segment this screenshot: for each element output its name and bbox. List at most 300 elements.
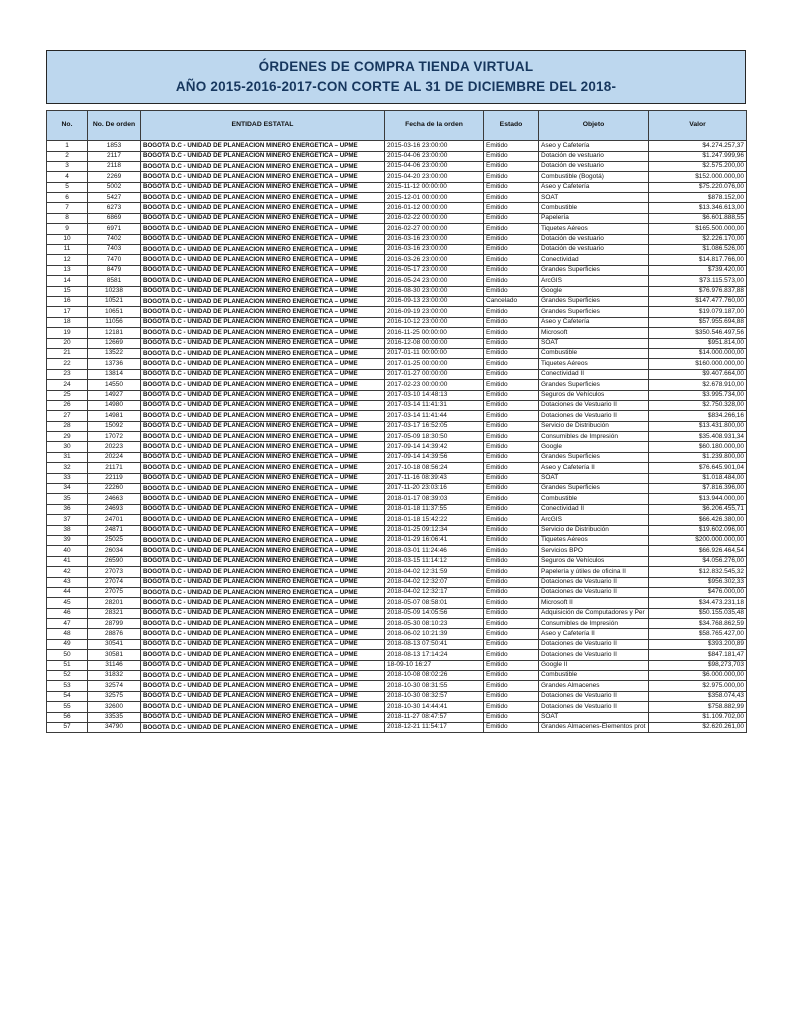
cell-objeto: Consumibles de Impresión [539, 619, 649, 629]
cell-entidad: BOGOTA D.C - UNIDAD DE PLANEACION MINERO ENERGETICA – UPME [141, 567, 385, 577]
cell-no: 31 [47, 452, 88, 462]
cell-objeto: Dotaciones de Vestuario II [539, 691, 649, 701]
cell-objeto: Aseo y Cafetería [539, 317, 649, 327]
table-row [47, 691, 747, 701]
cell-objeto: Aseo y Cafetería [539, 182, 649, 192]
cell-entidad: BOGOTA D.C - UNIDAD DE PLANEACION MINERO ENERGETICA – UPME [141, 598, 385, 608]
cell-estado: Emitido [484, 359, 539, 369]
cell-no: 24 [47, 380, 88, 390]
table-row [47, 390, 747, 400]
cell-estado: Emitido [484, 660, 539, 670]
cell-orden: 17072 [88, 432, 141, 442]
cell-no: 3 [47, 161, 88, 171]
cell-fecha: 2017-03-14 11:41:44 [385, 411, 484, 421]
cell-entidad: BOGOTA D.C - UNIDAD DE PLANEACION MINERO ENERGETICA – UPME [141, 660, 385, 670]
cell-entidad: BOGOTA D.C - UNIDAD DE PLANEACION MINERO ENERGETICA – UPME [141, 535, 385, 545]
cell-orden: 28321 [88, 608, 141, 618]
cell-no: 7 [47, 203, 88, 213]
cell-entidad: BOGOTA D.C - UNIDAD DE PLANEACION MINERO ENERGETICA – UPME [141, 432, 385, 442]
table-row [47, 411, 747, 421]
cell-estado: Emitido [484, 484, 539, 494]
cell-orden: 12181 [88, 328, 141, 338]
cell-objeto: Tiquetes Aéreos [539, 224, 649, 234]
cell-no: 9 [47, 224, 88, 234]
cell-estado: Emitido [484, 494, 539, 504]
cell-objeto: Microsoft II [539, 598, 649, 608]
cell-orden: 13522 [88, 348, 141, 358]
cell-fecha: 2017-01-11 00:00:00 [385, 348, 484, 358]
cell-fecha: 2018-10-30 08:31:55 [385, 681, 484, 691]
cell-valor: $358.074,43 [649, 691, 747, 701]
table-row [47, 245, 747, 255]
cell-estado: Emitido [484, 619, 539, 629]
cell-no: 42 [47, 567, 88, 577]
cell-estado: Emitido [484, 421, 539, 431]
cell-orden: 27075 [88, 587, 141, 597]
cell-valor: $6.000.000,00 [649, 671, 747, 681]
cell-fecha: 2018-12-21 11:54:17 [385, 723, 484, 733]
cell-fecha: 2015-12-01 00:00:00 [385, 193, 484, 203]
cell-entidad: BOGOTA D.C - UNIDAD DE PLANEACION MINERO ENERGETICA – UPME [141, 442, 385, 452]
cell-no: 46 [47, 608, 88, 618]
cell-entidad: BOGOTA D.C - UNIDAD DE PLANEACION MINERO ENERGETICA – UPME [141, 172, 385, 182]
table-row [47, 276, 747, 286]
cell-estado: Emitido [484, 172, 539, 182]
cell-no: 44 [47, 587, 88, 597]
cell-orden: 14550 [88, 380, 141, 390]
cell-orden: 7470 [88, 255, 141, 265]
cell-objeto: Grandes Almacenes [539, 681, 649, 691]
cell-no: 38 [47, 525, 88, 535]
cell-entidad: BOGOTA D.C - UNIDAD DE PLANEACION MINERO ENERGETICA – UPME [141, 348, 385, 358]
column-header-entidad: ENTIDAD ESTATAL [141, 111, 385, 141]
cell-fecha: 2017-03-14 11:41:31 [385, 400, 484, 410]
cell-entidad: BOGOTA D.C - UNIDAD DE PLANEACION MINERO ENERGETICA – UPME [141, 193, 385, 203]
cell-valor: $834.266,16 [649, 411, 747, 421]
cell-valor: $350.546.497,56 [649, 328, 747, 338]
cell-valor: $75.220.076,00 [649, 182, 747, 192]
table-row [47, 650, 747, 660]
cell-objeto: Conectividad II [539, 369, 649, 379]
cell-orden: 26034 [88, 546, 141, 556]
cell-entidad: BOGOTA D.C - UNIDAD DE PLANEACION MINERO ENERGETICA – UPME [141, 369, 385, 379]
cell-entidad: BOGOTA D.C - UNIDAD DE PLANEACION MINERO ENERGETICA – UPME [141, 556, 385, 566]
table-row [47, 577, 747, 587]
cell-objeto: Combustible [539, 203, 649, 213]
table-row [47, 141, 747, 151]
table-row [47, 525, 747, 535]
cell-objeto: Dotación de vestuario [539, 234, 649, 244]
cell-valor: $73.115.573,00 [649, 276, 747, 286]
cell-orden: 8581 [88, 276, 141, 286]
cell-estado: Emitido [484, 245, 539, 255]
cell-estado: Emitido [484, 598, 539, 608]
table-row [47, 484, 747, 494]
cell-orden: 5427 [88, 193, 141, 203]
table-row [47, 598, 747, 608]
cell-estado: Emitido [484, 432, 539, 442]
cell-no: 55 [47, 702, 88, 712]
cell-no: 2 [47, 151, 88, 161]
cell-valor: $7.816.396,00 [649, 484, 747, 494]
cell-orden: 20224 [88, 452, 141, 462]
cell-entidad: BOGOTA D.C - UNIDAD DE PLANEACION MINERO ENERGETICA – UPME [141, 702, 385, 712]
cell-entidad: BOGOTA D.C - UNIDAD DE PLANEACION MINERO ENERGETICA – UPME [141, 463, 385, 473]
cell-objeto: Grandes Superficies [539, 484, 649, 494]
cell-fecha: 2015-04-06 23:00:00 [385, 151, 484, 161]
cell-estado: Emitido [484, 546, 539, 556]
table-header-row [47, 111, 747, 141]
cell-estado: Emitido [484, 234, 539, 244]
cell-orden: 10238 [88, 286, 141, 296]
cell-orden: 32600 [88, 702, 141, 712]
cell-valor: $19.602.096,00 [649, 525, 747, 535]
cell-orden: 2117 [88, 151, 141, 161]
cell-fecha: 2016-08-30 23:00:00 [385, 286, 484, 296]
cell-valor: $34.473.231,18 [649, 598, 747, 608]
table-row [47, 307, 747, 317]
cell-estado: Emitido [484, 702, 539, 712]
cell-valor: $13.944.000,00 [649, 494, 747, 504]
cell-entidad: BOGOTA D.C - UNIDAD DE PLANEACION MINERO ENERGETICA – UPME [141, 400, 385, 410]
cell-valor: $14.817.766,00 [649, 255, 747, 265]
column-header-estado: Estado [484, 111, 539, 141]
cell-orden: 30541 [88, 639, 141, 649]
cell-estado: Emitido [484, 411, 539, 421]
cell-orden: 27074 [88, 577, 141, 587]
table-row [47, 151, 747, 161]
cell-fecha: 2018-04-02 12:31:59 [385, 567, 484, 577]
cell-orden: 6971 [88, 224, 141, 234]
cell-objeto: Tiquetes Aéreos [539, 535, 649, 545]
table-row [47, 452, 747, 462]
cell-orden: 14980 [88, 400, 141, 410]
cell-entidad: BOGOTA D.C - UNIDAD DE PLANEACION MINERO ENERGETICA – UPME [141, 546, 385, 556]
cell-valor: $147.477.760,00 [649, 296, 747, 306]
cell-no: 49 [47, 639, 88, 649]
cell-entidad: BOGOTA D.C - UNIDAD DE PLANEACION MINERO ENERGETICA – UPME [141, 587, 385, 597]
table-row [47, 432, 747, 442]
cell-objeto: Servicio de Distribución [539, 525, 649, 535]
cell-estado: Emitido [484, 608, 539, 618]
cell-estado: Emitido [484, 567, 539, 577]
cell-fecha: 2016-03-16 23:00:00 [385, 234, 484, 244]
cell-entidad: BOGOTA D.C - UNIDAD DE PLANEACION MINERO ENERGETICA – UPME [141, 650, 385, 660]
cell-no: 54 [47, 691, 88, 701]
cell-no: 34 [47, 484, 88, 494]
cell-no: 23 [47, 369, 88, 379]
cell-no: 39 [47, 535, 88, 545]
cell-no: 20 [47, 338, 88, 348]
table-row [47, 671, 747, 681]
cell-valor: $13.431.800,00 [649, 421, 747, 431]
cell-valor: $13.346.613,00 [649, 203, 747, 213]
table-row [47, 328, 747, 338]
cell-fecha: 2016-02-27 00:00:00 [385, 224, 484, 234]
cell-estado: Emitido [484, 193, 539, 203]
cell-orden: 28876 [88, 629, 141, 639]
cell-no: 51 [47, 660, 88, 670]
table-row [47, 535, 747, 545]
cell-valor: $66.926.464,54 [649, 546, 747, 556]
table-row [47, 608, 747, 618]
cell-valor: $4.274.257,37 [649, 141, 747, 151]
cell-estado: Emitido [484, 525, 539, 535]
cell-estado: Emitido [484, 307, 539, 317]
cell-valor: $34.768.862,59 [649, 619, 747, 629]
cell-objeto: Dotación de vestuario [539, 161, 649, 171]
cell-estado: Emitido [484, 348, 539, 358]
cell-estado: Emitido [484, 369, 539, 379]
cell-entidad: BOGOTA D.C - UNIDAD DE PLANEACION MINERO ENERGETICA – UPME [141, 473, 385, 483]
cell-objeto: Seguros de Vehículos [539, 390, 649, 400]
cell-entidad: BOGOTA D.C - UNIDAD DE PLANEACION MINERO ENERGETICA – UPME [141, 182, 385, 192]
cell-valor: $2.750.328,00 [649, 400, 747, 410]
column-header-valor: Valor [649, 111, 747, 141]
cell-valor: $200.000.000,00 [649, 535, 747, 545]
cell-objeto: ArcGIS [539, 276, 649, 286]
column-header-fecha: Fecha de la orden [385, 111, 484, 141]
cell-entidad: BOGOTA D.C - UNIDAD DE PLANEACION MINERO ENERGETICA – UPME [141, 452, 385, 462]
table-row [47, 317, 747, 327]
cell-fecha: 2016-10-12 23:00:00 [385, 317, 484, 327]
table-row [47, 296, 747, 306]
cell-estado: Emitido [484, 723, 539, 733]
cell-valor: $393.200,89 [649, 639, 747, 649]
cell-estado: Emitido [484, 265, 539, 275]
cell-entidad: BOGOTA D.C - UNIDAD DE PLANEACION MINERO ENERGETICA – UPME [141, 712, 385, 722]
cell-fecha: 2018-01-17 08:39:03 [385, 494, 484, 504]
cell-fecha: 2018-01-29 16:06:41 [385, 535, 484, 545]
cell-estado: Emitido [484, 390, 539, 400]
cell-fecha: 2015-04-20 23:00:00 [385, 172, 484, 182]
cell-objeto: Grandes Superficies [539, 380, 649, 390]
cell-fecha: 2018-10-30 08:32:57 [385, 691, 484, 701]
cell-no: 14 [47, 276, 88, 286]
cell-entidad: BOGOTA D.C - UNIDAD DE PLANEACION MINERO ENERGETICA – UPME [141, 608, 385, 618]
cell-valor: $2.575.200,00 [649, 161, 747, 171]
cell-valor: $1.239.800,00 [649, 452, 747, 462]
cell-no: 25 [47, 390, 88, 400]
cell-estado: Emitido [484, 442, 539, 452]
cell-orden: 28799 [88, 619, 141, 629]
cell-estado: Emitido [484, 141, 539, 151]
cell-valor: $76.976.837,88 [649, 286, 747, 296]
cell-estado: Emitido [484, 452, 539, 462]
table-row [47, 234, 747, 244]
cell-no: 53 [47, 681, 88, 691]
cell-fecha: 2018-05-07 08:58:01 [385, 598, 484, 608]
cell-orden: 26590 [88, 556, 141, 566]
cell-no: 57 [47, 723, 88, 733]
cell-orden: 14981 [88, 411, 141, 421]
cell-estado: Emitido [484, 161, 539, 171]
cell-valor: $60.180.000,00 [649, 442, 747, 452]
cell-entidad: BOGOTA D.C - UNIDAD DE PLANEACION MINERO ENERGETICA – UPME [141, 671, 385, 681]
cell-no: 13 [47, 265, 88, 275]
cell-valor: $165.500.000,00 [649, 224, 747, 234]
cell-objeto: Dotaciones de Vestuario II [539, 587, 649, 597]
cell-objeto: Consumibles de Impresión [539, 432, 649, 442]
cell-entidad: BOGOTA D.C - UNIDAD DE PLANEACION MINERO ENERGETICA – UPME [141, 234, 385, 244]
table-row [47, 203, 747, 213]
cell-fecha: 2016-12-08 00:00:00 [385, 338, 484, 348]
cell-orden: 13814 [88, 369, 141, 379]
cell-no: 41 [47, 556, 88, 566]
table-row [47, 515, 747, 525]
cell-valor: $58.765.427,00 [649, 629, 747, 639]
table-row [47, 255, 747, 265]
cell-no: 30 [47, 442, 88, 452]
cell-no: 4 [47, 172, 88, 182]
cell-entidad: BOGOTA D.C - UNIDAD DE PLANEACION MINERO ENERGETICA – UPME [141, 639, 385, 649]
cell-valor: $57.955.694,88 [649, 317, 747, 327]
cell-no: 10 [47, 234, 88, 244]
cell-orden: 24693 [88, 504, 141, 514]
cell-no: 8 [47, 213, 88, 223]
cell-fecha: 2017-01-27 00:00:00 [385, 369, 484, 379]
cell-entidad: BOGOTA D.C - UNIDAD DE PLANEACION MINERO ENERGETICA – UPME [141, 296, 385, 306]
cell-orden: 15092 [88, 421, 141, 431]
cell-fecha: 2018-01-25 09:12:34 [385, 525, 484, 535]
cell-entidad: BOGOTA D.C - UNIDAD DE PLANEACION MINERO ENERGETICA – UPME [141, 338, 385, 348]
cell-estado: Emitido [484, 473, 539, 483]
title-line-2: AÑO 2015-2016-2017-CON CORTE AL 31 DE DICIEMBRE DEL 2018- [175, 78, 617, 94]
cell-fecha: 2017-11-16 08:39:43 [385, 473, 484, 483]
cell-estado: Emitido [484, 650, 539, 660]
cell-entidad: BOGOTA D.C - UNIDAD DE PLANEACION MINERO ENERGETICA – UPME [141, 224, 385, 234]
cell-fecha: 2017-03-10 14:48:13 [385, 390, 484, 400]
cell-no: 32 [47, 463, 88, 473]
cell-valor: $4.056.276,00 [649, 556, 747, 566]
cell-estado: Emitido [484, 587, 539, 597]
cell-objeto: SOAT [539, 473, 649, 483]
cell-fecha: 2018-05-30 08:10:23 [385, 619, 484, 629]
cell-objeto: Grandes Superficies [539, 307, 649, 317]
cell-orden: 24663 [88, 494, 141, 504]
cell-fecha: 2017-09-14 14:39:56 [385, 452, 484, 462]
cell-orden: 7402 [88, 234, 141, 244]
cell-objeto: Conectividad II [539, 504, 649, 514]
cell-entidad: BOGOTA D.C - UNIDAD DE PLANEACION MINERO ENERGETICA – UPME [141, 515, 385, 525]
cell-entidad: BOGOTA D.C - UNIDAD DE PLANEACION MINERO ENERGETICA – UPME [141, 359, 385, 369]
table-row [47, 681, 747, 691]
cell-estado: Emitido [484, 463, 539, 473]
column-header-orden: No. De orden [88, 111, 141, 141]
cell-estado: Emitido [484, 328, 539, 338]
cell-objeto: Google II [539, 660, 649, 670]
table-row [47, 567, 747, 577]
cell-objeto: Google [539, 442, 649, 452]
cell-orden: 30581 [88, 650, 141, 660]
table-row [47, 338, 747, 348]
cell-fecha: 2018-11-27 08:47:57 [385, 712, 484, 722]
cell-estado: Emitido [484, 317, 539, 327]
table-row [47, 556, 747, 566]
cell-entidad: BOGOTA D.C - UNIDAD DE PLANEACION MINERO ENERGETICA – UPME [141, 151, 385, 161]
cell-valor: $2.226.170,00 [649, 234, 747, 244]
cell-orden: 22260 [88, 484, 141, 494]
cell-no: 47 [47, 619, 88, 629]
table-row [47, 723, 747, 733]
cell-entidad: BOGOTA D.C - UNIDAD DE PLANEACION MINERO ENERGETICA – UPME [141, 245, 385, 255]
cell-valor: $2.975.000,00 [649, 681, 747, 691]
table-row [47, 161, 747, 171]
cell-valor: $66.426.380,00 [649, 515, 747, 525]
cell-fecha: 2018-10-08 08:02:26 [385, 671, 484, 681]
cell-no: 33 [47, 473, 88, 483]
cell-orden: 32574 [88, 681, 141, 691]
table-row [47, 712, 747, 722]
cell-objeto: Grandes Superficies [539, 265, 649, 275]
cell-orden: 22119 [88, 473, 141, 483]
cell-objeto: SOAT [539, 712, 649, 722]
cell-orden: 10521 [88, 296, 141, 306]
cell-orden: 20223 [88, 442, 141, 452]
table-row [47, 369, 747, 379]
cell-estado: Emitido [484, 255, 539, 265]
cell-orden: 5002 [88, 182, 141, 192]
cell-fecha: 2018-01-18 11:37:55 [385, 504, 484, 514]
column-header-no: No. [47, 111, 88, 141]
cell-fecha: 2018-03-01 11:24:46 [385, 546, 484, 556]
cell-fecha: 2017-02-23 00:00:00 [385, 380, 484, 390]
cell-estado: Emitido [484, 224, 539, 234]
cell-objeto: Google [539, 286, 649, 296]
cell-objeto: Combustible (Bogotá) [539, 172, 649, 182]
cell-entidad: BOGOTA D.C - UNIDAD DE PLANEACION MINERO ENERGETICA – UPME [141, 380, 385, 390]
cell-objeto: Dotaciones de Vestuario II [539, 702, 649, 712]
cell-entidad: BOGOTA D.C - UNIDAD DE PLANEACION MINERO ENERGETICA – UPME [141, 525, 385, 535]
cell-fecha: 2015-03-16 23:00:00 [385, 141, 484, 151]
cell-entidad: BOGOTA D.C - UNIDAD DE PLANEACION MINERO ENERGETICA – UPME [141, 411, 385, 421]
cell-fecha: 2015-11-12 00:00:00 [385, 182, 484, 192]
cell-entidad: BOGOTA D.C - UNIDAD DE PLANEACION MINERO ENERGETICA – UPME [141, 255, 385, 265]
cell-fecha: 18-09-10 16:27 [385, 660, 484, 670]
cell-entidad: BOGOTA D.C - UNIDAD DE PLANEACION MINERO ENERGETICA – UPME [141, 276, 385, 286]
table-row [47, 660, 747, 670]
cell-valor: $758.882,99 [649, 702, 747, 712]
cell-objeto: Grandes Superficies [539, 296, 649, 306]
cell-valor: $476.000,00 [649, 587, 747, 597]
cell-entidad: BOGOTA D.C - UNIDAD DE PLANEACION MINERO ENERGETICA – UPME [141, 141, 385, 151]
table-row [47, 224, 747, 234]
cell-no: 48 [47, 629, 88, 639]
cell-entidad: BOGOTA D.C - UNIDAD DE PLANEACION MINERO ENERGETICA – UPME [141, 328, 385, 338]
cell-objeto: Dotaciones de Vestuario II [539, 411, 649, 421]
cell-no: 26 [47, 400, 88, 410]
table-row [47, 494, 747, 504]
table-row [47, 172, 747, 182]
table-row [47, 546, 747, 556]
cell-fecha: 2016-02-22 00:00:00 [385, 213, 484, 223]
orders-table [46, 110, 747, 733]
table-row [47, 348, 747, 358]
cell-orden: 25025 [88, 535, 141, 545]
cell-fecha: 2017-09-14 14:39:42 [385, 442, 484, 452]
cell-estado: Emitido [484, 338, 539, 348]
cell-valor: $1.086.526,00 [649, 245, 747, 255]
cell-objeto: Aseo y Cafetería II [539, 629, 649, 639]
cell-estado: Emitido [484, 182, 539, 192]
cell-orden: 13736 [88, 359, 141, 369]
cell-no: 5 [47, 182, 88, 192]
cell-valor: $35.408.931,34 [649, 432, 747, 442]
cell-orden: 33535 [88, 712, 141, 722]
document-page [46, 50, 746, 733]
cell-estado: Emitido [484, 712, 539, 722]
cell-valor: $6.601.888,55 [649, 213, 747, 223]
